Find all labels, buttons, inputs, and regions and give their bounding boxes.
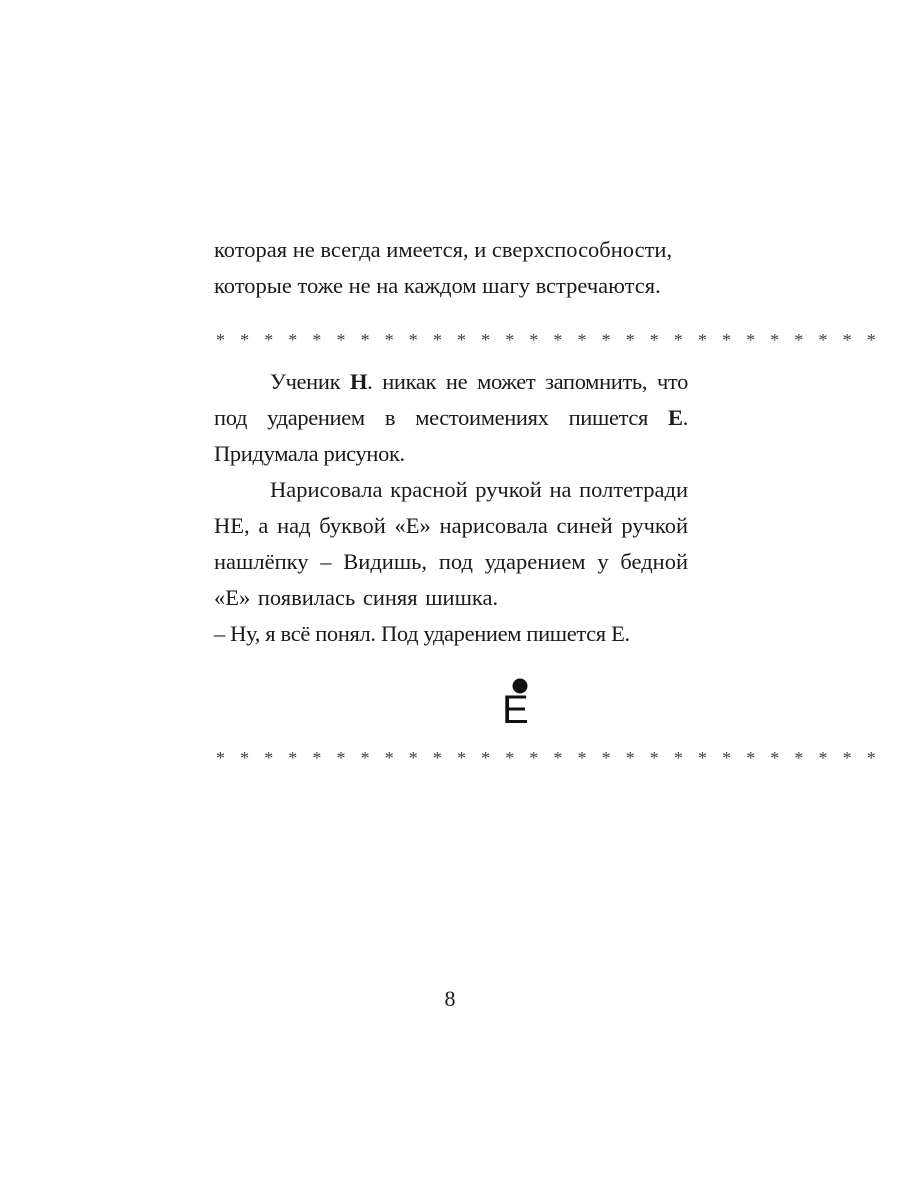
text-line: которая не всегда имеется, и сверхспособности, — [214, 237, 673, 262]
text-line: которые тоже не на каждом шагу встречаются. — [214, 273, 661, 298]
story-paragraph-3: – Ну, я всё понял. Под ударением пишется Е. — [214, 621, 630, 646]
separator-top: * * * * * * * * * * * * * * * * * * * * * * * * * * * * — [216, 330, 881, 350]
bold-letter-e: Е — [668, 405, 683, 430]
top-paragraph — [214, 232, 688, 304]
story-paragraph-2: Нарисовала красной ручкой на полтетради НЕ, а над буквой «Е» нарисовала синей ручкой нашлёпку – Видишь, под ударением у бедной «Е» появилась синяя шишка. — [214, 477, 688, 610]
letter-e-with-bump-figure — [502, 678, 544, 732]
letter-e-drawing — [502, 678, 544, 732]
story-block — [214, 364, 688, 652]
bold-letter-n: Н — [349, 369, 368, 394]
story-paragraph-1: Ученик Н. никак не может запомнить, что под ударением в местоимениях пишется Е. Придумала рисунок. — [214, 369, 688, 466]
page-number: 8 — [444, 986, 456, 1011]
big-letter: Е — [502, 688, 529, 732]
separator-bottom: * * * * * * * * * * * * * * * * * * * * * * * * * * * * — [216, 748, 881, 768]
